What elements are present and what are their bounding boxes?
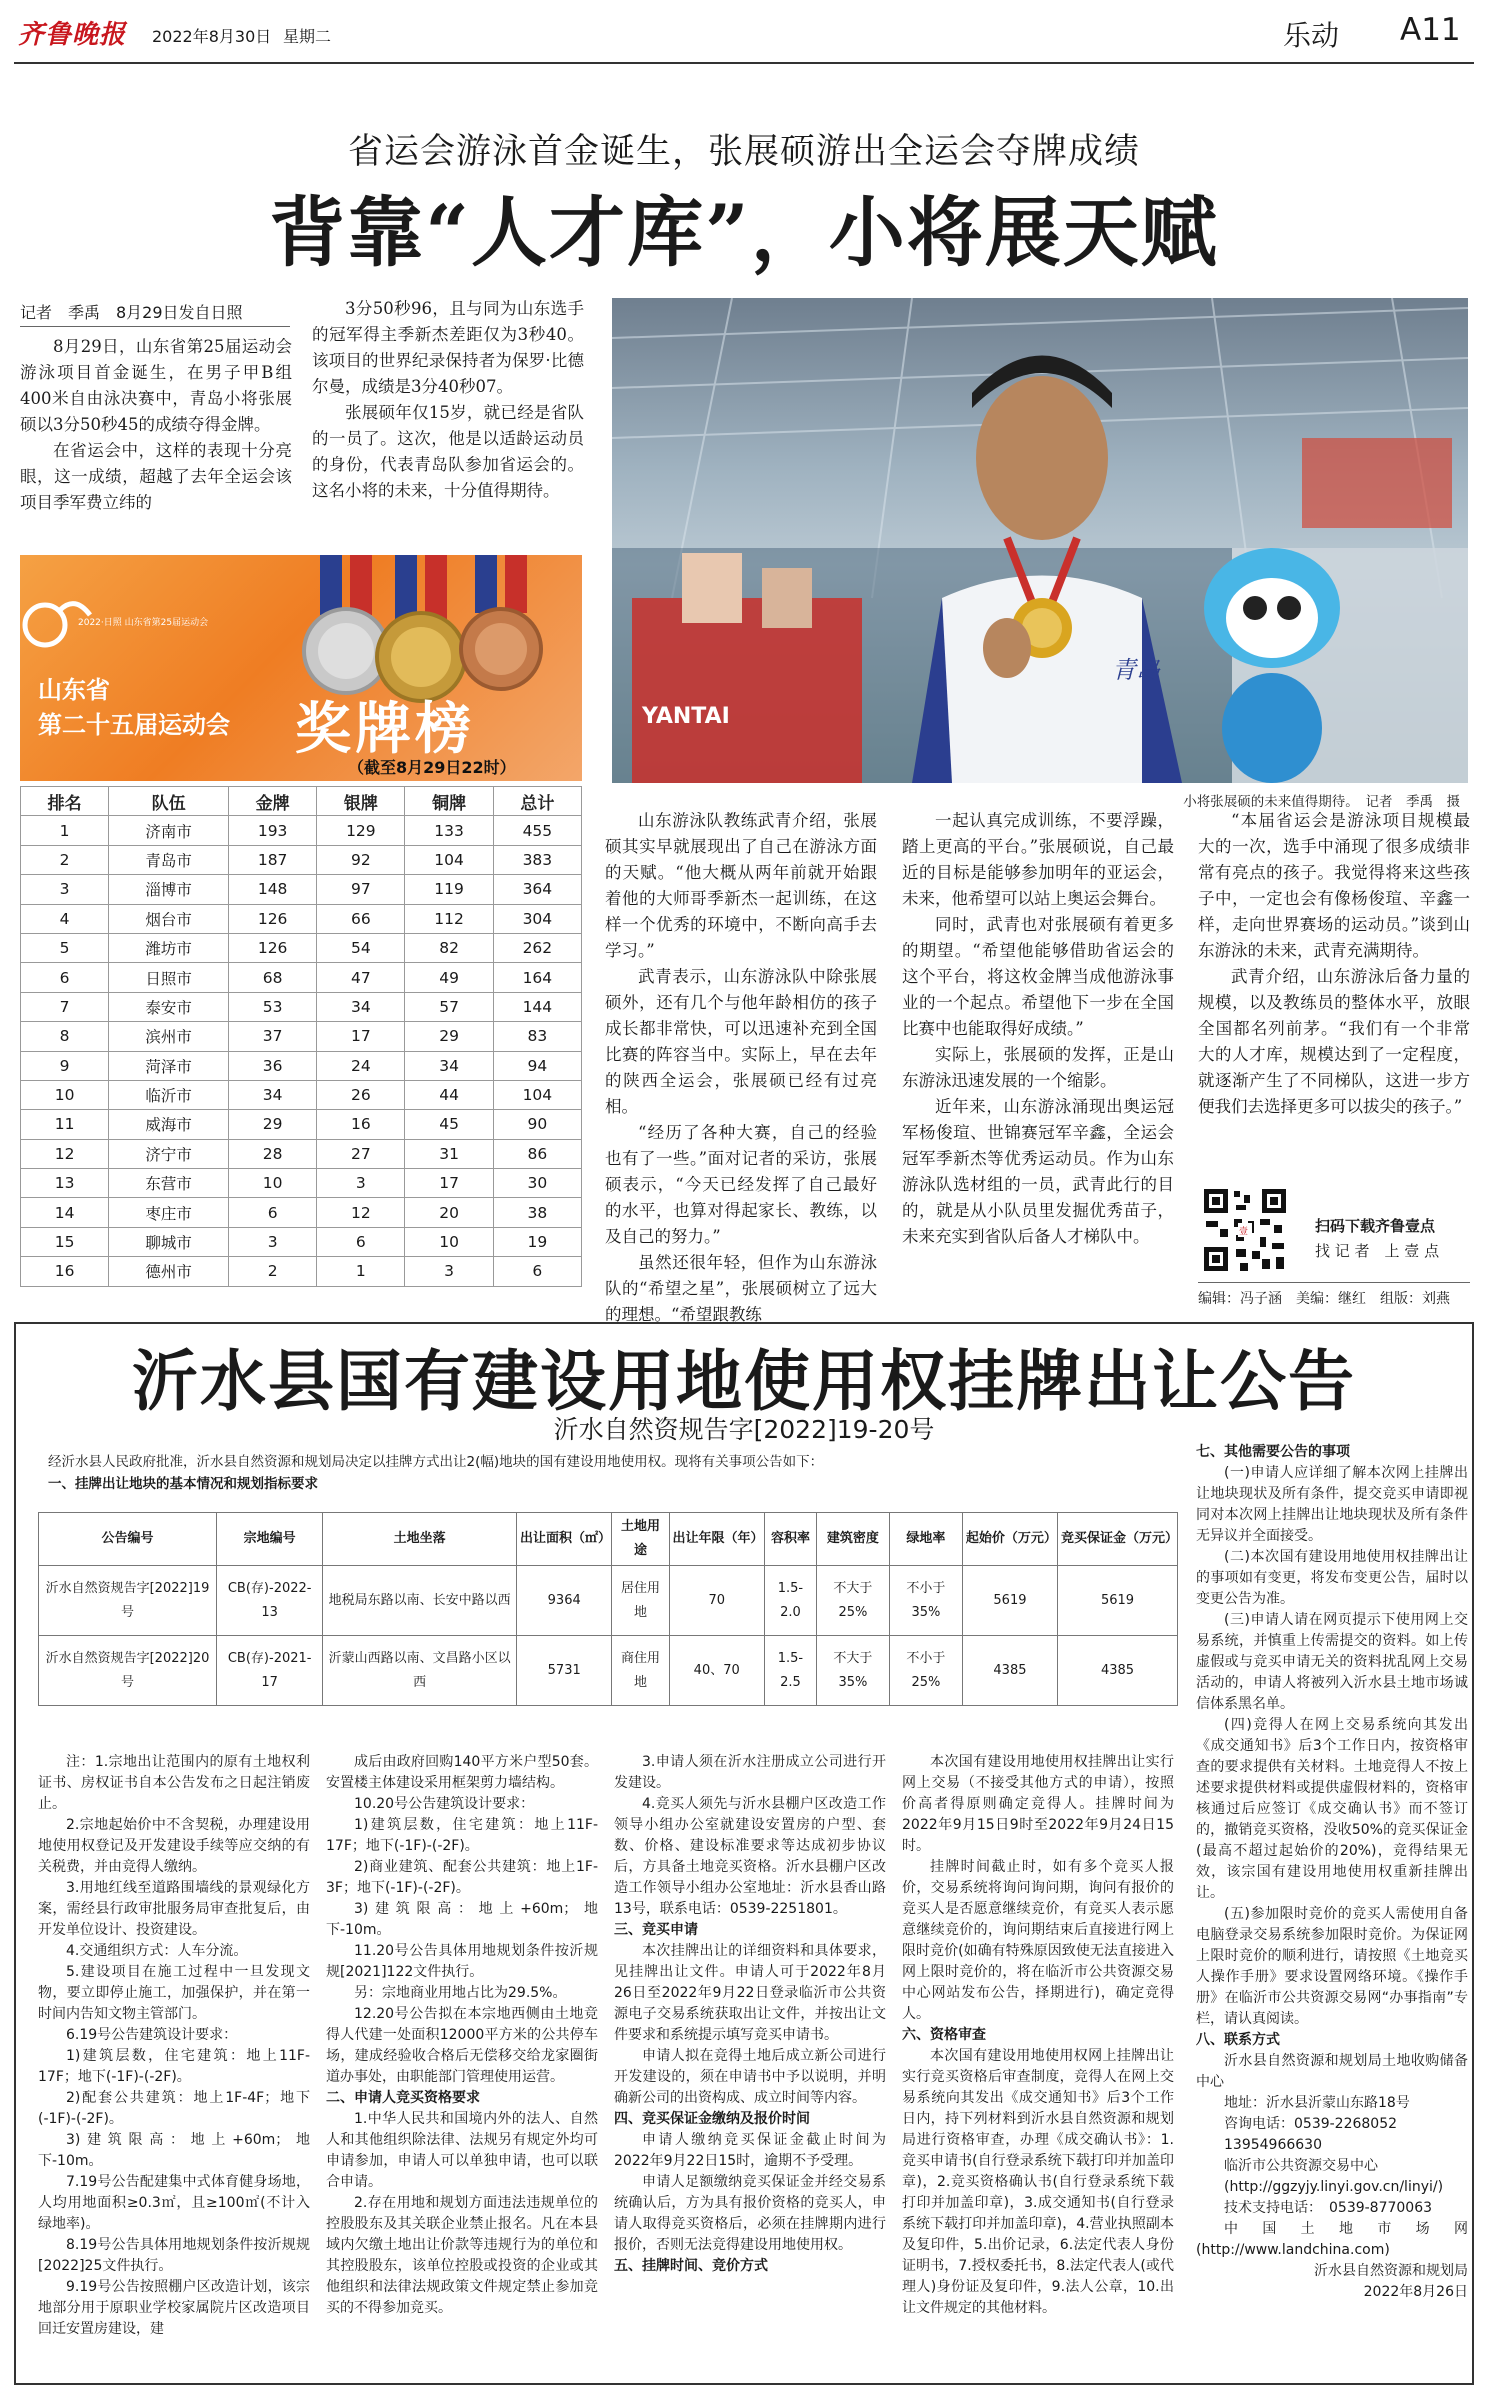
- notice-col-e: 七、其他需要公告的事项 (一)申请人应详细了解本次网上挂牌出让地块现状及所有条件，提交竞买申请即视同对本次网上挂牌出让地块现状及所有条件无异议并全面接受。 (二)本次国有建设用地使用权挂牌出让的事项如有变更，将发布变更公告，届时以变更公告为准。 (三)申请人请在网页提示下使用网上交易系统，并慎重上传需提交的资料。如上传虚假或与竞买申请无关的资料扰乱网上交易活动的，申请人将被列入沂水县土地市场诚信体系黑名单。 (四)竞得人在网上交易系统向其发出《成交通知书》后3个工作日内，按资格审查的要求提供有关材料。土地竞得人不按上述要求提供材料或提供虚假材料的，资格审核通过后应签订《成交确认书》而不签订的，撤销竞买资格，没收50%的竞买保证金(最高不超过起始价的20%)，竞得结果无效，该宗国有建设用地使用权重新挂牌出让。 (五)参加限时竞价的竞买人需使用自备电脑登录交易系统参加限时竞价。为保证网上限时竞价的顺利进行，请按照《土地竞买人操作手册》要求设置网络环境。《操作手册》在临沂市公共资源交易网“办事指南”专栏，请认真阅读。 八、联系方式 沂水县自然资源和规划局土地收购储备中心 地址：沂水县沂蒙山东路18号 咨询电话：0539-2268052 13954966630 临沂市公共资源交易中心 (http://ggzyjy.linyi.gov.cn/linyi/) 技术支持电话： 0539-8770063 中国土地市场网(http://www.landchina.com) 沂水县自然资源和规划局 2022年8月26日: [1196, 1444, 1468, 2300]
- land-cell: 70: [669, 1566, 764, 1636]
- land-cell: 不大于25%: [816, 1566, 889, 1636]
- games-name-line2: 第二十五届运动会: [38, 711, 230, 739]
- medal-cell: 5: [21, 933, 109, 962]
- notice-col-a: 注：1.宗地出让范围内的原有土地权利证书、房权证书自本公告发布之日起注销废止。 2.宗地起始价中不含契税，办理建设用地使用权登记及开发建设手续等应交纳的有关税费，并由竞得人缴纳。 3.用地红线至道路围墙线的景观绿化方案，需经县行政审批服务局审查批复后，由开发单位设计、投资建设。 4.交通组织方式：人车分流。 5.建设项目在施工过程中一旦发现文物，要立即停止施工，加强保护，并在第一时间内告知文物主管部门。 6.19号公告建筑设计要求： 1)建筑层数，住宅建筑：地上11F-17F；地下(-1F)-(-2F)。 2)配套公共建筑：地上1F-4F；地下(-1F)-(-2F)。 3)建筑限高：地上+60m；地下-10m。 7.19号公告配建集中式体育健身场地，人均用地面积≥0.3㎡，且≥100㎡(不计入绿地率)。 8.19号公告具体用地规划条件按沂规规[2022]25文件执行。 9.19号公告按照棚户区改造计划，该宗地部分用于原职业学校家属院片区改造项目回迁安置房建设，建: [38, 1754, 310, 2337]
- medal-cell: 90: [493, 1110, 581, 1139]
- medal-row: [21, 816, 582, 845]
- medal-cell: 6: [229, 1198, 317, 1227]
- medal-cell: 30: [493, 1169, 581, 1198]
- land-cell: 5619: [1058, 1566, 1178, 1636]
- notice-section-1: 一、挂牌出让地块的基本情况和规划指标要求: [48, 1476, 318, 1492]
- land-header-cell: 绿地率: [889, 1513, 962, 1566]
- medal-cell: 38: [493, 1198, 581, 1227]
- medal-cell: 10: [21, 1080, 109, 1109]
- medal-cell: 193: [229, 816, 317, 845]
- qr-code[interactable]: [1200, 1185, 1290, 1275]
- article-col-1: 8月29日，山东省第25届运动会游泳项目首金诞生，在男子甲B组400米自由泳决赛中，青岛小将张展硕以3分50秒45的成绩夺得金牌。 在省运会中，这样的表现十分亮眼，这一成绩，超越了去年全运会该项目季军费立纬的: [20, 337, 292, 512]
- medal-row: [21, 1080, 582, 1109]
- medal-cell: 144: [493, 992, 581, 1021]
- medal-cell: 7: [21, 992, 109, 1021]
- land-cell: 商住用地: [612, 1636, 669, 1706]
- medal-cell: 13: [21, 1169, 109, 1198]
- medal-cell: 129: [317, 816, 405, 845]
- medal-header-cell: 总计: [493, 787, 581, 816]
- medal-cell: 17: [317, 1022, 405, 1051]
- medal-header-cell: 银牌: [317, 787, 405, 816]
- land-header-cell: 竞买保证金（万元）: [1058, 1513, 1178, 1566]
- medal-cell: 262: [493, 933, 581, 962]
- medal-cell: 92: [317, 845, 405, 874]
- medal-table-header: [21, 787, 582, 816]
- article-subtitle: 省运会游泳首金诞生，张展硕游出全运会夺牌成绩: [347, 132, 1140, 172]
- land-row: [39, 1566, 1178, 1636]
- land-cell: 5731: [516, 1636, 611, 1706]
- games-name-line1: 山东省: [38, 676, 110, 704]
- medal-cell: 潍坊市: [109, 933, 229, 962]
- medal-cell: 1: [21, 816, 109, 845]
- medal-cell: 10: [405, 1227, 493, 1256]
- issue-date: 2022年8月30日: [152, 27, 272, 46]
- medal-cell: 126: [229, 904, 317, 933]
- land-header-cell: 出让面积（㎡）: [516, 1513, 611, 1566]
- qr-caption-2: 找 记 者 上 壹 点: [1315, 1242, 1440, 1260]
- article-col-3: 山东游泳队教练武青介绍，张展硕其实早就展现出了自己在游泳方面的天赋。“他大概从两年前就开始跟着他的大师哥季新杰一起训练，在这样一个优秀的环境中，不断向高手去学习。” 武青表示，山东游泳队中除张展硕外，还有几个与他年龄相仿的孩子成长都非常快，可以迅速补充到全国比赛的阵容当中。实际上，早在去年的陕西全运会，张展硕已经有过亮相。 “经历了各种大赛，自己的经验也有了一些。”面对记者的采访，张展硕表示，“今天已经发挥了自己最好的水平，也算对得起家长、教练，以及自己的努力。” 虽然还很年轻，但作为山东游泳队的“希望之星”，张展硕树立了远大的理想。“希望跟教练: [605, 811, 877, 1324]
- medal-cell: 83: [493, 1022, 581, 1051]
- medal-cell: 6: [317, 1227, 405, 1256]
- jersey-text-city: 青岛: [1112, 656, 1160, 684]
- land-cell: 1.5-2.5: [764, 1636, 816, 1706]
- medal-cell: 304: [493, 904, 581, 933]
- land-cell: 4385: [962, 1636, 1057, 1706]
- land-cell: 不小于25%: [889, 1636, 962, 1706]
- land-header-cell: 容积率: [764, 1513, 816, 1566]
- land-row: [39, 1636, 1178, 1706]
- notice-col-d: 本次国有建设用地使用权挂牌出让实行网上交易（不接受其他方式的申请），按照价高者得原则确定竞得人。挂牌时间为2022年9月15日9时至2022年9月24日15时。 挂牌时间截止时，如有多个竞买人报价，交易系统将询问询问期，询问有报价的竞买人是否愿意继续竞价，有竞买人表示愿意继续竞价的，询问期结束后直接进行网上限时竞价(如确有特殊原因致使无法直接进入网上限时竞价的，将在临沂市公共资源交易中心网站发布公告，择期进行)，确定竞得人。 六、资格审查 本次国有建设用地使用权网上挂牌出让实行竞买资格后审查制度，竞得人在网上交易系统向其发出《成交通知书》后3个工作日内，持下列材料到沂水县自然资源和规划局进行资格审查，办理《成交确认书》：1.竞买申请书(自行登录系统下载打印并加盖印章)，2.竞买资格确认书(自行登录系统下载打印并加盖印章)，3.成交通知书(自行登录系统下载打印并加盖印章)，4.营业执照副本及复印件，5.出价记录，6.法定代表人身份证明书，7.授权委托书，8.法定代表人(或代理人)身份证及复印件，9.法人公章，10.出让文件规定的其他材料。: [902, 1754, 1174, 2316]
- medal-logo-subtitle: 2022·日照 山东省第25届运动会: [78, 618, 209, 628]
- medal-cell: 383: [493, 845, 581, 874]
- medal-cell: 济南市: [109, 816, 229, 845]
- medal-cell: 济宁市: [109, 1139, 229, 1168]
- medal-cell: 11: [21, 1110, 109, 1139]
- medal-cell: 68: [229, 963, 317, 992]
- article-col-2: 3分50秒96，且与同为山东选手的冠军得主季新杰差距仅为3秒40。该项目的世界纪录保持者为保罗·比德尔曼，成绩是3分40秒07。 张展硕年仅15岁，就已经是省队的一员了。这次，他是以适龄运动员的身份，代表青岛队参加省运会的。这名小将的未来，十分值得期待。: [312, 299, 584, 500]
- medal-row: [21, 1169, 582, 1198]
- issue-weekday: 星期二: [283, 27, 332, 46]
- medal-cell: 28: [229, 1139, 317, 1168]
- medal-cell: 36: [229, 1051, 317, 1080]
- medal-cell: 淄博市: [109, 875, 229, 904]
- medal-cell: 104: [405, 845, 493, 874]
- notice-number: 沂水自然资规告字[2022]19-20号: [553, 1415, 935, 1444]
- medal-banner: [20, 555, 582, 781]
- land-cell: 地税局东路以南、长安中路以西: [323, 1566, 517, 1636]
- land-table-header: [39, 1513, 1178, 1566]
- medal-cell: 烟台市: [109, 904, 229, 933]
- medal-cell: 10: [229, 1169, 317, 1198]
- land-cell: 4385: [1058, 1636, 1178, 1706]
- medal-row: [21, 1257, 582, 1286]
- land-cell: 9364: [516, 1566, 611, 1636]
- medal-cell: 164: [493, 963, 581, 992]
- land-header-cell: 出让年限（年）: [669, 1513, 764, 1566]
- medal-cell: 97: [317, 875, 405, 904]
- land-cell: 沂水自然资规告字[2022]19号: [39, 1566, 217, 1636]
- photo-illustration: [612, 298, 1468, 783]
- land-cell: 1.5-2.0: [764, 1566, 816, 1636]
- medal-row: [21, 1110, 582, 1139]
- land-cell: 不大于35%: [816, 1636, 889, 1706]
- medal-cell: 37: [229, 1022, 317, 1051]
- article-col-5: “本届省运会是游泳项目规模最大的一次，选手中涌现了很多成绩非常有亮点的孩子。我觉得将来这些孩子中，一定也会有像杨俊瑄、辛鑫一样，走向世界赛场的运动员。”谈到山东游泳的未来，武青充满期待。 武青介绍，山东游泳后备力量的规模，以及教练员的整体水平，放眼全国都名列前茅。“我们有一个非常大的人才库，规模达到了一定程度，就逐渐产生了不同梯队，这进一步方便我们去选择更多可以拔尖的孩子。”: [1198, 811, 1470, 1116]
- medal-cell: 54: [317, 933, 405, 962]
- medal-cell: 49: [405, 963, 493, 992]
- medal-row: [21, 1022, 582, 1051]
- medal-cell: 德州市: [109, 1257, 229, 1286]
- editors-credit: 编辑：冯子涵 美编：继红 组版：刘燕: [1198, 1291, 1450, 1307]
- medal-cell: 4: [21, 904, 109, 933]
- medal-cell: 94: [493, 1051, 581, 1080]
- medal-cell: 泰安市: [109, 992, 229, 1021]
- photo-caption: 小将张展硕的未来值得期待。 记者 季禹 摄: [1183, 794, 1460, 810]
- medal-cell: 8: [21, 1022, 109, 1051]
- land-cell: CB(存)-2022-13: [217, 1566, 323, 1636]
- medal-cell: 菏泽市: [109, 1051, 229, 1080]
- medal-cell: 3: [317, 1169, 405, 1198]
- medal-cutoff: （截至8月29日22时）: [348, 758, 516, 777]
- land-cell: 40、70: [669, 1636, 764, 1706]
- article-title: 背靠“人才库”，小将展天赋: [269, 188, 1219, 277]
- byline-rule: [20, 326, 290, 327]
- editors-rule: [1198, 1282, 1470, 1283]
- medal-row: [21, 904, 582, 933]
- land-cell: CB(存)-2021-17: [217, 1636, 323, 1706]
- medal-cell: 滨州市: [109, 1022, 229, 1051]
- land-cell: 沂蒙山西路以南、文昌路小区以西: [323, 1636, 517, 1706]
- medal-table: [20, 786, 582, 1287]
- land-cell: 5619: [962, 1566, 1057, 1636]
- medal-cell: 47: [317, 963, 405, 992]
- qr-caption-1: 扫码下载齐鲁壹点: [1315, 1217, 1436, 1235]
- medal-cell: 126: [229, 933, 317, 962]
- land-cell: 居住用地: [612, 1566, 669, 1636]
- medal-cell: 2: [229, 1257, 317, 1286]
- medal-cell: 3: [229, 1227, 317, 1256]
- medal-row: [21, 992, 582, 1021]
- qr-code-icon: [1200, 1185, 1290, 1275]
- notice-intro: 经沂水县人民政府批准，沂水县自然资源和规划局决定以挂牌方式出让2(幅)地块的国有建设用地使用权。现将有关事项公告如下：: [48, 1454, 824, 1470]
- medal-row: [21, 963, 582, 992]
- medal-cell: 455: [493, 816, 581, 845]
- medal-row: [21, 845, 582, 874]
- medal-cell: 45: [405, 1110, 493, 1139]
- medal-cell: 17: [405, 1169, 493, 1198]
- medal-table-body: [21, 816, 582, 1286]
- medal-cell: 34: [317, 992, 405, 1021]
- medal-cell: 44: [405, 1080, 493, 1109]
- medal-cell: 15: [21, 1227, 109, 1256]
- medal-cell: 133: [405, 816, 493, 845]
- medal-row: [21, 875, 582, 904]
- medal-cell: 青岛市: [109, 845, 229, 874]
- medal-row: [21, 933, 582, 962]
- medal-cell: 57: [405, 992, 493, 1021]
- land-header-cell: 宗地编号: [217, 1513, 323, 1566]
- medal-cell: 104: [493, 1080, 581, 1109]
- land-header-cell: 建筑密度: [816, 1513, 889, 1566]
- medal-cell: 148: [229, 875, 317, 904]
- medal-cell: 187: [229, 845, 317, 874]
- medal-cell: 53: [229, 992, 317, 1021]
- masthead: [18, 10, 1473, 66]
- notice-col-b: 成后由政府回购140平方米户型50套。安置楼主体建设采用框架剪力墙结构。 10.20号公告建筑设计要求： 1)建筑层数，住宅建筑：地上11F-17F；地下(-1F)-(-2F)。 2)商业建筑、配套公共建筑：地上1F-3F；地下(-1F)-(-2F)。 3)建筑限高：地上+60m；地下-10m。 11.20号公告具体用地规划条件按沂规规[2021]122文件执行。 另：宗地商业用地占比为29.5%。 12.20号公告拟在本宗地西侧由土地竞得人代建一处面积12000平方米的公共停车场，建成经验收合格后无偿移交给龙家圈街道办事处，由职能部门管理使用运营。 二、申请人竞买资格要求 1.中华人民共和国境内外的法人、自然人和其他组织除法律、法规另有规定外均可申请参加，申请人可以单独申请，也可以联合申请。 2.存在用地和规划方面违法违规单位的控股股东及其关联企业禁止报名。凡在本县域内欠缴土地出让价款等违规行为的单位和其控股股东，该单位控股或投资的企业或其他组织和法律法规政策文件规定禁止参加竞买的不得参加竞买。: [326, 1754, 598, 2316]
- notice-col-c: 3.申请人须在沂水注册成立公司进行开发建设。 4.竞买人须先与沂水县棚户区改造工作领导小组办公室就建设安置房的户型、套数、价格、建设标准要求等达成初步协议后，方具备土地竞买资格。沂水县棚户区改造工作领导小组办公室地址：沂水县香山路13号，联系电话：0539-2251801。 三、竞买申请 本次挂牌出让的详细资料和具体要求，见挂牌出让文件。申请人可于2022年8月26日至2022年9月22日登录临沂市公共资源电子交易系统获取出让文件，并按出让文件要求和系统提示填写竞买申请书。 申请人拟在竞得土地后成立新公司进行开发建设的，须在申请书中予以说明，并明确新公司的出资构成、成立时间等内容。 四、竞买保证金缴纳及报价时间 申请人缴纳竞买保证金截止时间为2022年9月22日15时，逾期不予受理。 申请人足额缴纳竞买保证金并经交易系统确认后，方为具有报价资格的竞买人，申请人取得竞买资格后，必须在挂牌期内进行报价，否则无法竞得建设用地使用权。 五、挂牌时间、竞价方式: [614, 1754, 886, 2274]
- medal-cell: 14: [21, 1198, 109, 1227]
- medal-cell: 聊城市: [109, 1227, 229, 1256]
- land-header-cell: 公告编号: [39, 1513, 217, 1566]
- newspaper-logo: 齐鲁晚报: [18, 20, 127, 50]
- medal-row: [21, 1051, 582, 1080]
- page-number: A11: [1400, 12, 1461, 48]
- medal-cell: 6: [493, 1257, 581, 1286]
- medal-cell: 82: [405, 933, 493, 962]
- medal-cell: 19: [493, 1227, 581, 1256]
- medal-cell: 29: [405, 1022, 493, 1051]
- land-cell: 不小于35%: [889, 1566, 962, 1636]
- medal-cell: 9: [21, 1051, 109, 1080]
- medal-cell: 日照市: [109, 963, 229, 992]
- land-header-cell: 土地用途: [612, 1513, 669, 1566]
- land-table: [38, 1512, 1178, 1706]
- medal-cell: 26: [317, 1080, 405, 1109]
- medal-cell: 27: [317, 1139, 405, 1168]
- medal-cell: 1: [317, 1257, 405, 1286]
- medal-cell: 112: [405, 904, 493, 933]
- jersey-text-team: YANTAI: [642, 704, 730, 729]
- svg-text:壹: 壹: [1239, 1227, 1249, 1237]
- medal-header-cell: 铜牌: [405, 787, 493, 816]
- medal-cell: 364: [493, 875, 581, 904]
- medal-header-cell: 队伍: [109, 787, 229, 816]
- land-header-cell: 起始价（万元）: [962, 1513, 1057, 1566]
- medal-cell: 12: [317, 1198, 405, 1227]
- swimmer-photo: [612, 298, 1468, 783]
- notice-title: 沂水县国有建设用地使用权挂牌出让公告: [132, 1342, 1356, 1420]
- byline: 记者 季禹 8月29日发自日照: [20, 303, 243, 322]
- land-table-body: [39, 1566, 1178, 1706]
- medal-cell: 34: [405, 1051, 493, 1080]
- medal-cell: 3: [21, 875, 109, 904]
- medal-header-cell: 金牌: [229, 787, 317, 816]
- medal-cell: 29: [229, 1110, 317, 1139]
- land-cell: 沂水自然资规告字[2022]20号: [39, 1636, 217, 1706]
- medal-cell: 6: [21, 963, 109, 992]
- land-header-cell: 土地坐落: [323, 1513, 517, 1566]
- medal-row: [21, 1198, 582, 1227]
- article-col-4: 一起认真完成训练，不要浮躁，踏上更高的平台。”张展硕说，自己最近的目标是能够参加明年的亚运会，未来，他希望可以站上奥运会舞台。 同时，武青也对张展硕有着更多的期望。“希望他能够借助省运会的这个平台，将这枚金牌当成他游泳事业的一个起点。希望他下一步在全国比赛中也能取得好成绩。” 实际上，张展硕的发挥，正是山东游泳迅速发展的一个缩影。 近年来，山东游泳涌现出奥运冠军杨俊瑄、世锦赛冠军辛鑫，全运会冠军季新杰等优秀运动员。作为山东游泳队选材组的一员，武青此行的目的，就是从小队员里发掘优秀苗子，未来充实到省队后备人才梯队中。: [902, 811, 1174, 1246]
- medal-board-title: 奖牌榜: [295, 696, 475, 762]
- medal-cell: 12: [21, 1139, 109, 1168]
- medal-cell: 16: [21, 1257, 109, 1286]
- header-rule: [14, 62, 1474, 64]
- medal-cell: 66: [317, 904, 405, 933]
- medal-cell: 枣庄市: [109, 1198, 229, 1227]
- medal-cell: 威海市: [109, 1110, 229, 1139]
- medal-cell: 临沂市: [109, 1080, 229, 1109]
- medal-row: [21, 1227, 582, 1256]
- medal-cell: 24: [317, 1051, 405, 1080]
- medal-cell: 3: [405, 1257, 493, 1286]
- section-name: 乐动: [1283, 19, 1340, 52]
- medal-row: [21, 1139, 582, 1168]
- medal-cell: 34: [229, 1080, 317, 1109]
- medal-cell: 16: [317, 1110, 405, 1139]
- medal-cell: 2: [21, 845, 109, 874]
- medal-cell: 86: [493, 1139, 581, 1168]
- medal-cell: 20: [405, 1198, 493, 1227]
- medal-cell: 东营市: [109, 1169, 229, 1198]
- medal-cell: 31: [405, 1139, 493, 1168]
- medal-header-cell: 排名: [21, 787, 109, 816]
- medal-cell: 119: [405, 875, 493, 904]
